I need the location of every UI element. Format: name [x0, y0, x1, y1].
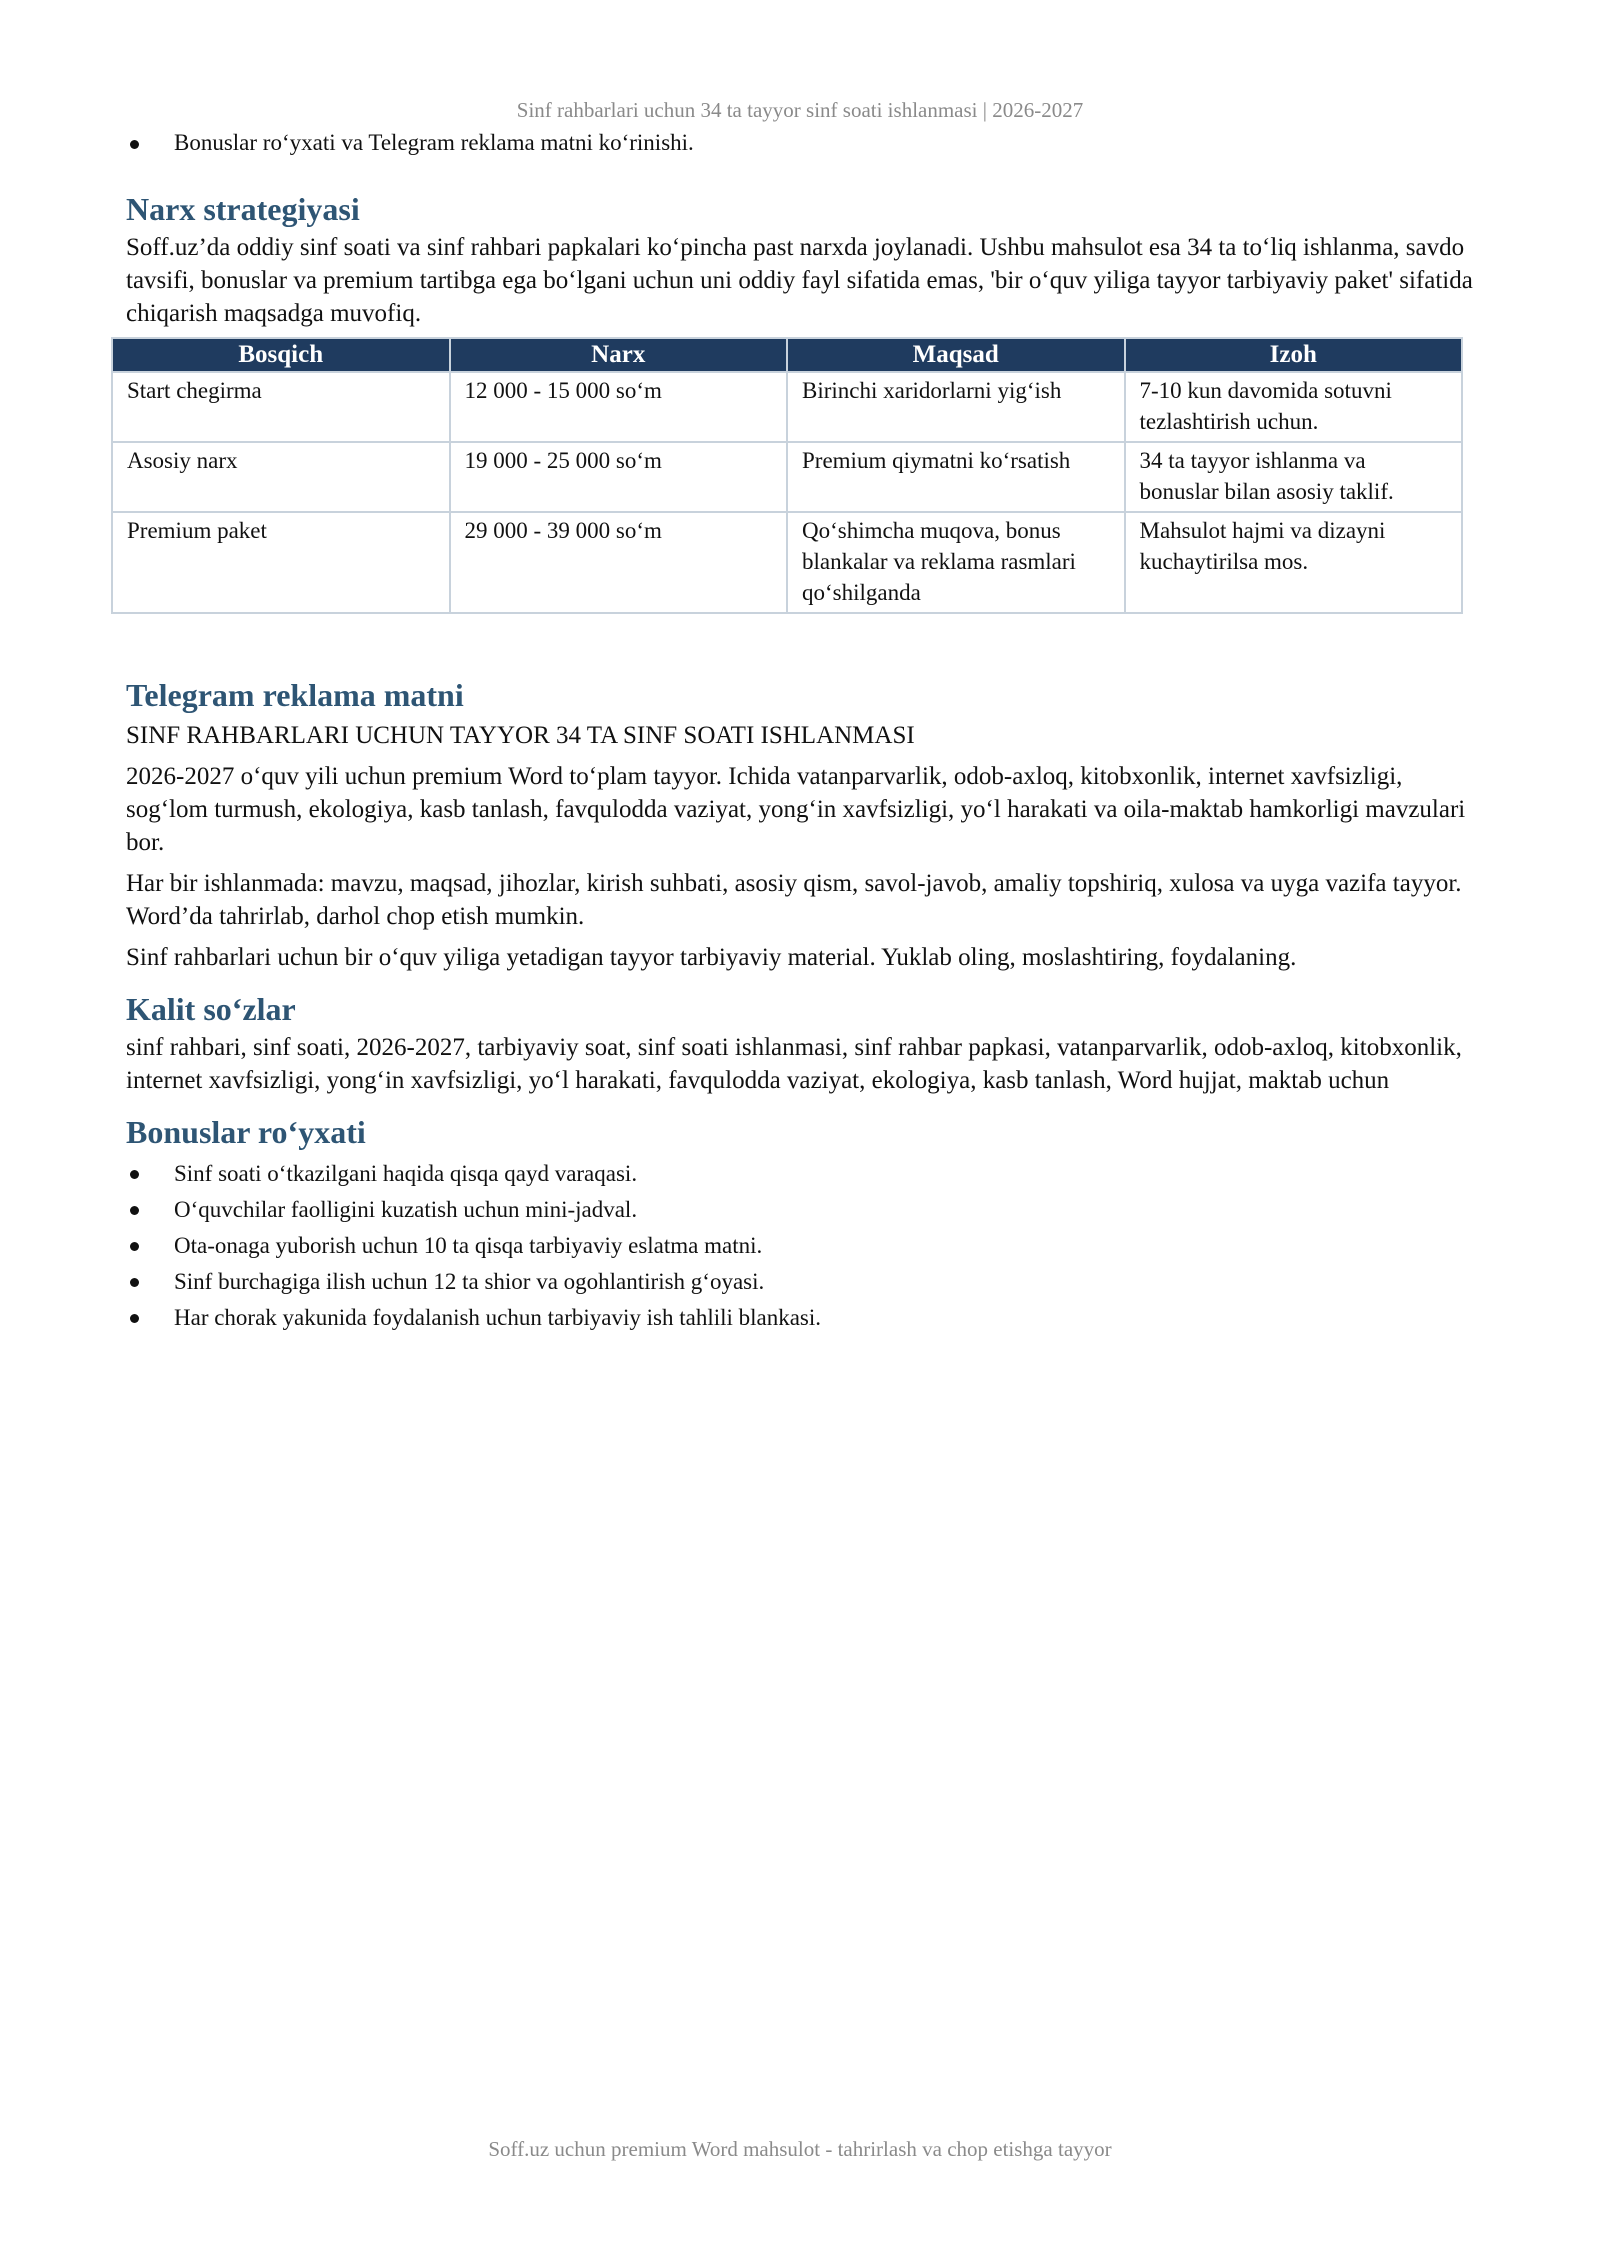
list-item — [126, 1300, 1476, 1336]
table-cell: 29 000 - 39 000 so‘m — [450, 512, 788, 613]
bullet-icon — [130, 1206, 139, 1215]
section-heading-telegram: Telegram reklama matni — [126, 677, 464, 713]
telegram-paragraph: 2026-2027 o‘quv yili uchun premium Word to‘plam tayyor. Ichida vatanparvarlik, odob-axloq, kitobxonlik, internet xavfsizligi, sog‘lom turmush, ekologiya, kasb tanlash, favqulodda vaziyat, yong‘in xavfsizligi, yo‘l harakati va oila-maktab hamkorligi mavzulari bor. — [126, 763, 1466, 856]
price-table — [111, 337, 1463, 614]
list-item-text: Bonuslar ro‘yxati va Telegram reklama matni ko‘rinishi. — [174, 130, 694, 155]
column-header: Izoh — [1125, 338, 1463, 372]
list-item-text: Sinf soati o‘tkazilgani haqida qisqa qayd varaqasi. — [174, 1161, 638, 1186]
table-row — [112, 512, 1462, 613]
table-header-row — [112, 338, 1462, 372]
page-header: Sinf rahbarlari uchun 34 ta tayyor sinf soati ishlanmasi | 2026-2027 — [516, 98, 1084, 122]
table-cell: 34 ta tayyor ishlanma va bonuslar bilan asosiy taklif. — [1125, 442, 1463, 512]
table-cell: Mahsulot hajmi va dizayni kuchaytirilsa mos. — [1125, 512, 1463, 613]
table-row — [112, 442, 1462, 512]
bullet-icon — [130, 1242, 139, 1251]
keywords-paragraph: sinf rahbari, sinf soati, 2026-2027, tarbiyaviy soat, sinf soati ishlanmasi, sinf rahbar papkasi, vatanparvarlik, odob-axloq, kitobxonlik, internet xavfsizligi, yong‘in xavfsizligi, yo‘l harakati, favqulodda vaziyat, ekologiya, kasb tanlash, Word hujjat, maktab uchun — [126, 1034, 1462, 1094]
column-header: Maqsad — [787, 338, 1125, 372]
telegram-paragraph: Sinf rahbarlari uchun bir o‘quv yiliga yetadigan tayyor tarbiyaviy material. Yuklab oling, moslashtiring, foydalaning. — [126, 944, 1297, 971]
telegram-paragraph: Har bir ishlanmada: mavzu, maqsad, jihozlar, kirish suhbati, asosiy qism, savol-javob, amaliy topshiriq, xulosa va uyga vazifa tayyor. Word’da tahrirlab, darhol chop etish mumkin. — [126, 870, 1462, 930]
narx-paragraph: Soff.uz’da oddiy sinf soati va sinf rahbari papkalari ko‘pincha past narxda joylanadi. Ushbu mahsulot esa 34 ta to‘liq ishlanma, savdo tavsifi, bonuslar va premium tartibga ega bo‘lgani uchun uni oddiy fayl sifatida emas, 'bir o‘quv yiliga tayyor tarbiyaviy paket' sifatida chiqarish maqsadga muvofiq. — [126, 234, 1473, 327]
list-item-text: Ota-onaga yuborish uchun 10 ta qisqa tarbiyaviy eslatma matni. — [174, 1233, 763, 1258]
list-item — [126, 1264, 1476, 1300]
list-item — [126, 1192, 1476, 1228]
list-item-text: Har chorak yakunida foydalanish uchun tarbiyaviy ish tahlili blankasi. — [174, 1305, 822, 1330]
bullet-icon — [130, 1278, 139, 1287]
list-item — [126, 1228, 1476, 1264]
list-item — [126, 1156, 1476, 1192]
telegram-caps-line: SINF RAHBARLARI UCHUN TAYYOR 34 TA SINF SOATI ISHLANMASI — [126, 722, 915, 749]
table-cell: Premium paket — [112, 512, 450, 613]
table-cell: 19 000 - 25 000 so‘m — [450, 442, 788, 512]
bullet-icon — [130, 140, 139, 149]
table-row — [112, 372, 1462, 442]
bullet-icon — [130, 1170, 139, 1179]
bullet-icon — [130, 1314, 139, 1323]
intro-bullet-list — [126, 126, 1476, 160]
table-cell: Birinchi xaridorlarni yig‘ish — [787, 372, 1125, 442]
list-item-text: Sinf burchagiga ilish uchun 12 ta shior va ogohlantirish g‘oyasi. — [174, 1269, 765, 1294]
table-cell: Asosiy narx — [112, 442, 450, 512]
column-header: Bosqich — [112, 338, 450, 372]
list-item — [126, 126, 1476, 160]
section-heading-narx: Narx strategiyasi — [126, 191, 360, 227]
table-cell: 7-10 kun davomida sotuvni tezlashtirish uchun. — [1125, 372, 1463, 442]
table-cell: Qo‘shimcha muqova, bonus blankalar va reklama rasmlari qo‘shilganda — [787, 512, 1125, 613]
table-cell: Premium qiymatni ko‘rsatish — [787, 442, 1125, 512]
table-cell: Start chegirma — [112, 372, 450, 442]
page-footer: Soff.uz uchun premium Word mahsulot - tahrirlash va chop etishga tayyor — [488, 2137, 1112, 2161]
document-body — [126, 126, 1476, 1336]
bonus-list — [126, 1156, 1476, 1336]
list-item-text: O‘quvchilar faolligini kuzatish uchun mini-jadval. — [174, 1197, 638, 1222]
section-heading-bonus: Bonuslar ro‘yxati — [126, 1114, 366, 1150]
table-cell: 12 000 - 15 000 so‘m — [450, 372, 788, 442]
section-heading-keywords: Kalit so‘zlar — [126, 991, 296, 1027]
column-header: Narx — [450, 338, 788, 372]
